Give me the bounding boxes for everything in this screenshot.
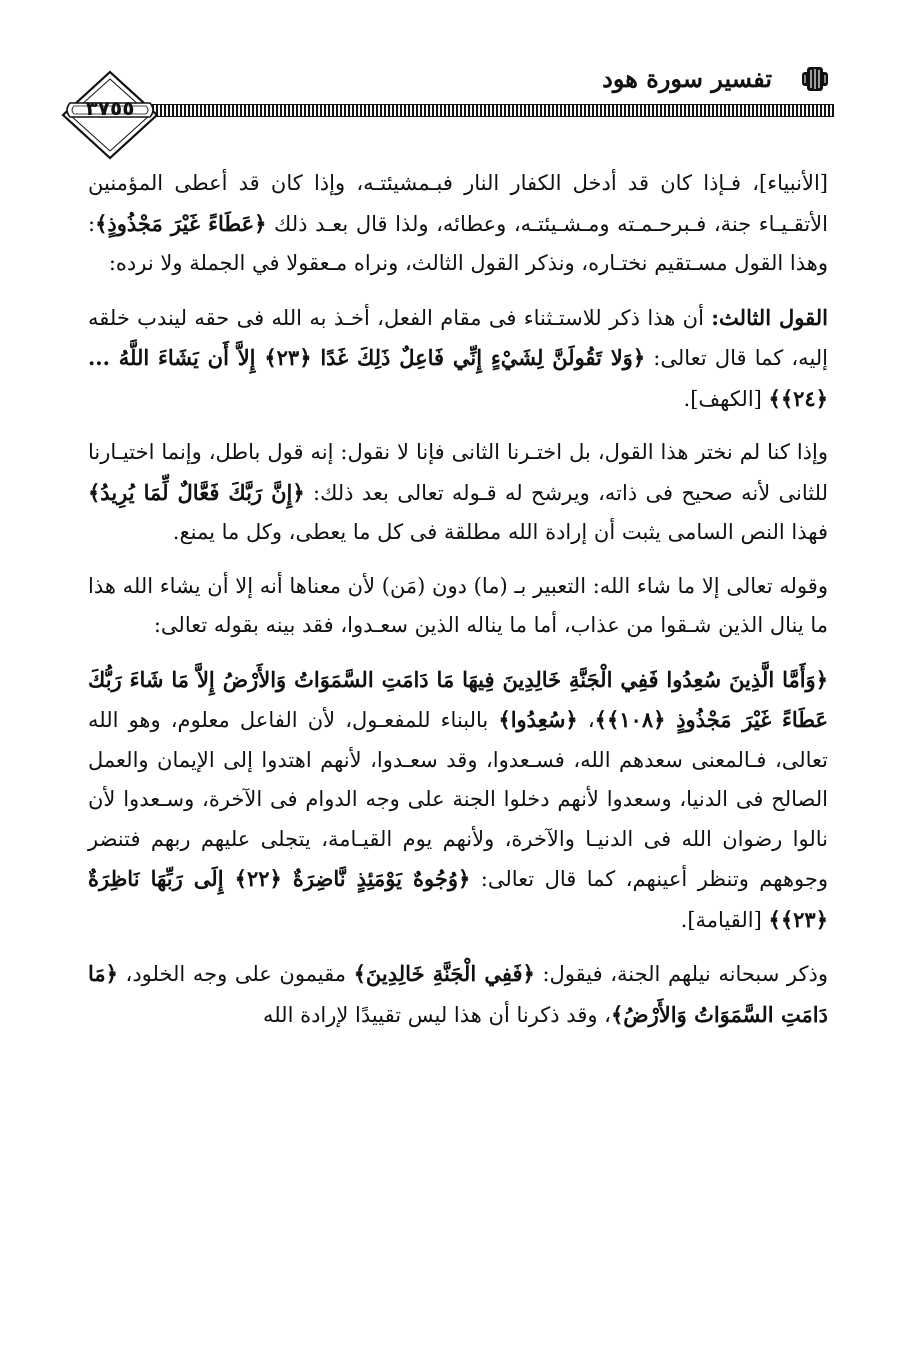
quran-verse: ﴿مَا دَامَتِ السَّمَوَاتُ وَالأَرْضُ﴾ (88, 961, 828, 1027)
paragraph (88, 954, 828, 1035)
paragraph (88, 164, 828, 284)
text-segment: وإذا كنا لم نختر هذا القول، بل اختـرنا الثانى فإنا لا نقول: إنه قول باطل، وإنما اختيـارنا للثانى لأنه صحيح فى ذاته، ويرشح له قـوله تعالى بعد ذلك: (88, 440, 828, 505)
text-segment: مقيمون على وجه الخلود، (117, 962, 354, 986)
ornament-icon (798, 64, 832, 94)
text-segment: وقوله تعالى إلا ما شاء الله: التعبير بـ (ما) دون (مَن) لأن معناها أنه إلا أن يشاء الله هذا ما ينال الذين شـقوا من عذاب، أما ما يناله الذين سعـدوا، فقد بينه بقوله تعالى: (88, 573, 828, 637)
text-segment: وذكر سبحانه نيلهم الجنة، فيقول: (534, 962, 828, 986)
quran-verse: ﴿سُعِدُوا﴾ (498, 707, 578, 732)
quran-verse: ﴿إِنَّ رَبَّكَ فَعَّالٌ لِّمَا يُرِيدُ﴾ (88, 479, 305, 505)
header-rule (124, 104, 834, 117)
text-segment: ، (577, 708, 595, 732)
paragraph (88, 660, 828, 941)
text-segment: أن هذا ذكر للاستـثناء فى مقام الفعل، أخـذ به الله فى حقه ليندب خلقه إليه، كما قال تعالى: (88, 305, 829, 370)
text-segment: [الكهف]. (683, 386, 769, 411)
text-segment: فهذا النص السامى يثبت أن إرادة الله مطلقة فى كل ما يعطى، وكل ما يمنع. (172, 520, 828, 544)
quran-verse: ﴿وُجُوهٌ يَوْمَئِذٍ نَّاضِرَةٌ ﴿٢٢﴾ إِلَى رَبِّهَا نَاظِرَةٌ ﴿٢٣﴾﴾ (88, 866, 828, 932)
body-text (88, 164, 828, 1049)
text-segment: ، وقد ذكرنا أن هذا ليس تقييدًا لإرادة الله (262, 1002, 611, 1027)
quran-verse: ﴿فَفِي الْجَنَّةِ خَالِدِينَ﴾ (353, 961, 535, 986)
section-lead: القول الثالث: (711, 304, 828, 330)
quran-verse: ﴿عَطَاءً غَيْرَ مَجْذُوذٍ﴾ (95, 210, 267, 236)
paragraph (88, 298, 828, 420)
paragraph (88, 433, 828, 553)
text-segment: [الأنبياء]، فـإذا كان قد أدخل الكفار النار فبـمشيئتـه، وإذا كان قد أعطى المؤمنين الأتقـيـاء جنة، فـبرحـمـته ومـشـيئتـه، وعطائه، ولذا قال بعـد ذلك (88, 171, 828, 236)
running-title: تفسير سورة هود (602, 64, 772, 93)
text-segment: [القيامة]. (680, 907, 769, 932)
quran-verse: ﴿وَأَمَّا الَّذِينَ سُعِدُوا فَفِي الْجَنَّةِ خَالِدِينَ فِيهَا مَا دَامَتِ السَّمَوَاتُ وَالأَرْضُ إِلاَّ مَا شَاءَ رَبُّكَ عَطَاءً غَيْرَ مَجْذُوذٍ ﴿١٠٨﴾﴾ (88, 666, 829, 732)
quran-verse: ﴿وَلا تَقُولَنَّ لِشَيْءٍ إِنِّي فَاعِلٌ ذَلِكَ غَدًا ﴿٢٣﴾ إِلاَّ أَن يَشَاءَ اللَّهُ ... ﴿٢٤﴾﴾ (88, 345, 828, 411)
text-segment: بالبناء للمفعـول، لأن الفاعل معلوم، وهو الله تعالى، فـالمعنى سعدهم الله، فسـعدوا، وقد سعـدوا، لأنهم اهتدوا إلى الإيمان والعمل الصالح فى الدنيا، وسعدوا لأنهم دخلوا الجنة على وجه الدوام فى الآخرة، وسـعدوا لأن نالوا رضوان الله فى الدنيـا والآخرة، ولأنهم يوم القيـامة، يتجلى عليهم ربهم فتنضر وجوههم وتنظر أعينهم، كما قال تعالى: (88, 708, 828, 891)
paragraph (88, 567, 828, 646)
text-segment: : وهذا القول مسـتقيم نختـاره، ونذكر القول الثالث، ونراه مـعقولا في الجملة ولا نرده: (88, 211, 828, 275)
page-number: ٣٧٥٥ (85, 96, 135, 120)
